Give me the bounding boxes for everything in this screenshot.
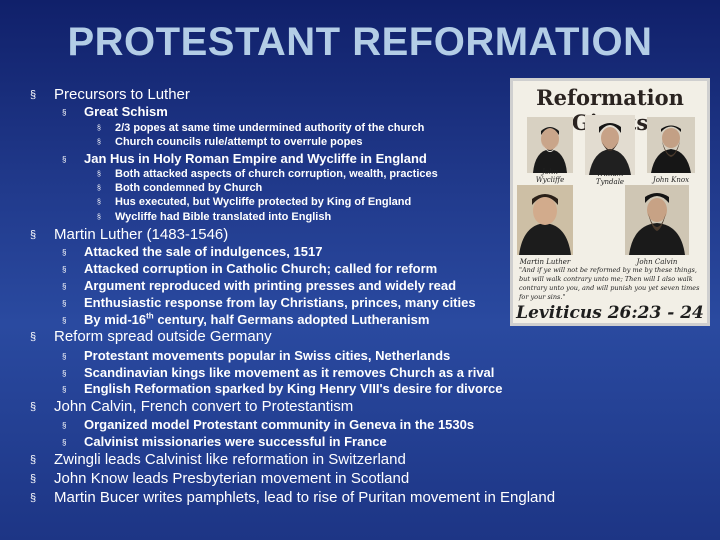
bullet-icon: § — [30, 492, 37, 504]
bullet-text: Church councils rule/attempt to overrule popes — [115, 136, 363, 148]
bullet-icon: § — [62, 369, 67, 378]
bullet-text: Great Schism — [84, 104, 168, 119]
portrait-caption: William Tyndale — [595, 170, 625, 186]
bullet-icon: § — [62, 248, 67, 257]
bullet-text: Protestant movements popular in Swiss cities, Netherlands — [84, 348, 451, 363]
portrait-icon — [517, 185, 573, 255]
poster-title: Reformation — [536, 85, 684, 110]
text-part: By mid-16 — [84, 312, 147, 327]
bullet-text: Scandinavian kings like movement as it removes Church as a rival — [84, 365, 495, 380]
text-part: century, half Germans adopted Lutheranism — [153, 312, 430, 327]
bullet-icon: § — [30, 229, 37, 241]
bullet-text: Both condemned by Church — [115, 182, 263, 194]
bullet-icon: § — [62, 282, 67, 291]
bullet-text: Hus executed, but Wycliffe protected by King of England — [115, 196, 412, 208]
bullet-icon: § — [62, 265, 67, 274]
bullet-text: Jan Hus in Holy Roman Empire and Wycliffe in England — [84, 151, 427, 166]
reformation-giants-poster — [510, 78, 710, 326]
portrait-caption: John Calvin — [636, 258, 678, 266]
slide-title: PROTESTANT REFORMATION — [67, 20, 653, 64]
bullet-text: Martin Bucer writes pamphlets, lead to rise of Puritan movement in England — [54, 489, 556, 506]
bullet-text: Reform spread outside Germany — [54, 328, 272, 345]
bullet-icon: § — [62, 155, 67, 164]
bullet-text: Calvinist missionaries were successful in France — [84, 434, 387, 449]
bullet-icon: § — [62, 385, 67, 394]
bullet-text: Enthusiastic response from lay Christians, princes, many cities — [84, 295, 476, 310]
bullet-icon: § — [97, 139, 101, 146]
bullet-text: Wycliffe had Bible translated into English — [115, 211, 332, 223]
bullet-icon: § — [62, 316, 67, 325]
bullet-text: Both attacked aspects of church corruption, wealth, practices — [115, 168, 438, 180]
portrait-caption: John Knox — [652, 176, 690, 184]
bullet-icon: § — [97, 199, 101, 206]
poster-quote: "And if ye will not be reformed by me by these things, but will walk contrary unto me; Then will I also walk contrary unto you, and will punish you yet seven times for your sins." — [519, 266, 700, 301]
bullet-icon: § — [30, 89, 37, 101]
bullet-text: Organized model Protestant community in Geneva in the 1530s — [84, 417, 475, 432]
bullet-icon: § — [62, 421, 67, 430]
bullet-text: 2/3 popes at same time undermined authority of the church — [115, 122, 425, 134]
bullet-icon: § — [30, 473, 37, 485]
portrait-tyndale — [585, 115, 635, 186]
portrait-calvin — [625, 185, 689, 266]
portrait-icon — [625, 185, 689, 255]
portrait-caption: John Wycliffe — [535, 168, 565, 184]
bullet-icon: § — [30, 331, 37, 343]
portrait-icon — [527, 117, 573, 173]
bullet-icon: § — [62, 438, 67, 447]
bullet-text: John Know leads Presbyterian movement in Scotland — [54, 470, 410, 487]
bullet-icon: § — [97, 125, 101, 132]
superscript: th — [146, 311, 154, 321]
bullet-icon: § — [97, 171, 101, 178]
bullet-text: Martin Luther (1483-1546) — [54, 226, 229, 243]
bullet-icon: § — [62, 299, 67, 308]
portrait-icon — [585, 115, 635, 175]
bullet-text: John Calvin, French convert to Protestantism — [54, 398, 354, 415]
bullet-text — [84, 312, 429, 327]
portrait-caption: Martin Luther — [519, 258, 571, 266]
portrait-knox — [647, 117, 695, 184]
bullet-text: Zwingli leads Calvinist like reformation in Switzerland — [54, 451, 406, 468]
portrait-icon — [647, 117, 695, 173]
bullet-text: Precursors to Luther — [54, 86, 190, 103]
bullet-text: Attacked the sale of indulgences, 1517 — [84, 244, 323, 259]
portrait-luther — [517, 185, 573, 266]
bullet-text: Argument reproduced with printing presses and widely read — [84, 278, 457, 293]
bullet-icon: § — [97, 214, 101, 221]
bullet-icon: § — [30, 454, 37, 466]
bullet-icon: § — [97, 185, 101, 192]
bullet-icon: § — [62, 108, 67, 117]
bullet-icon: § — [62, 352, 67, 361]
bullet-text: Attacked corruption in Catholic Church; called for reform — [84, 261, 438, 276]
portrait-wycliffe — [527, 117, 573, 184]
poster-reference: Leviticus 26:23 - 24 — [516, 303, 704, 323]
bullet-icon: § — [30, 401, 37, 413]
bullet-text: English Reformation sparked by King Henry VIII's desire for divorce — [84, 381, 503, 396]
